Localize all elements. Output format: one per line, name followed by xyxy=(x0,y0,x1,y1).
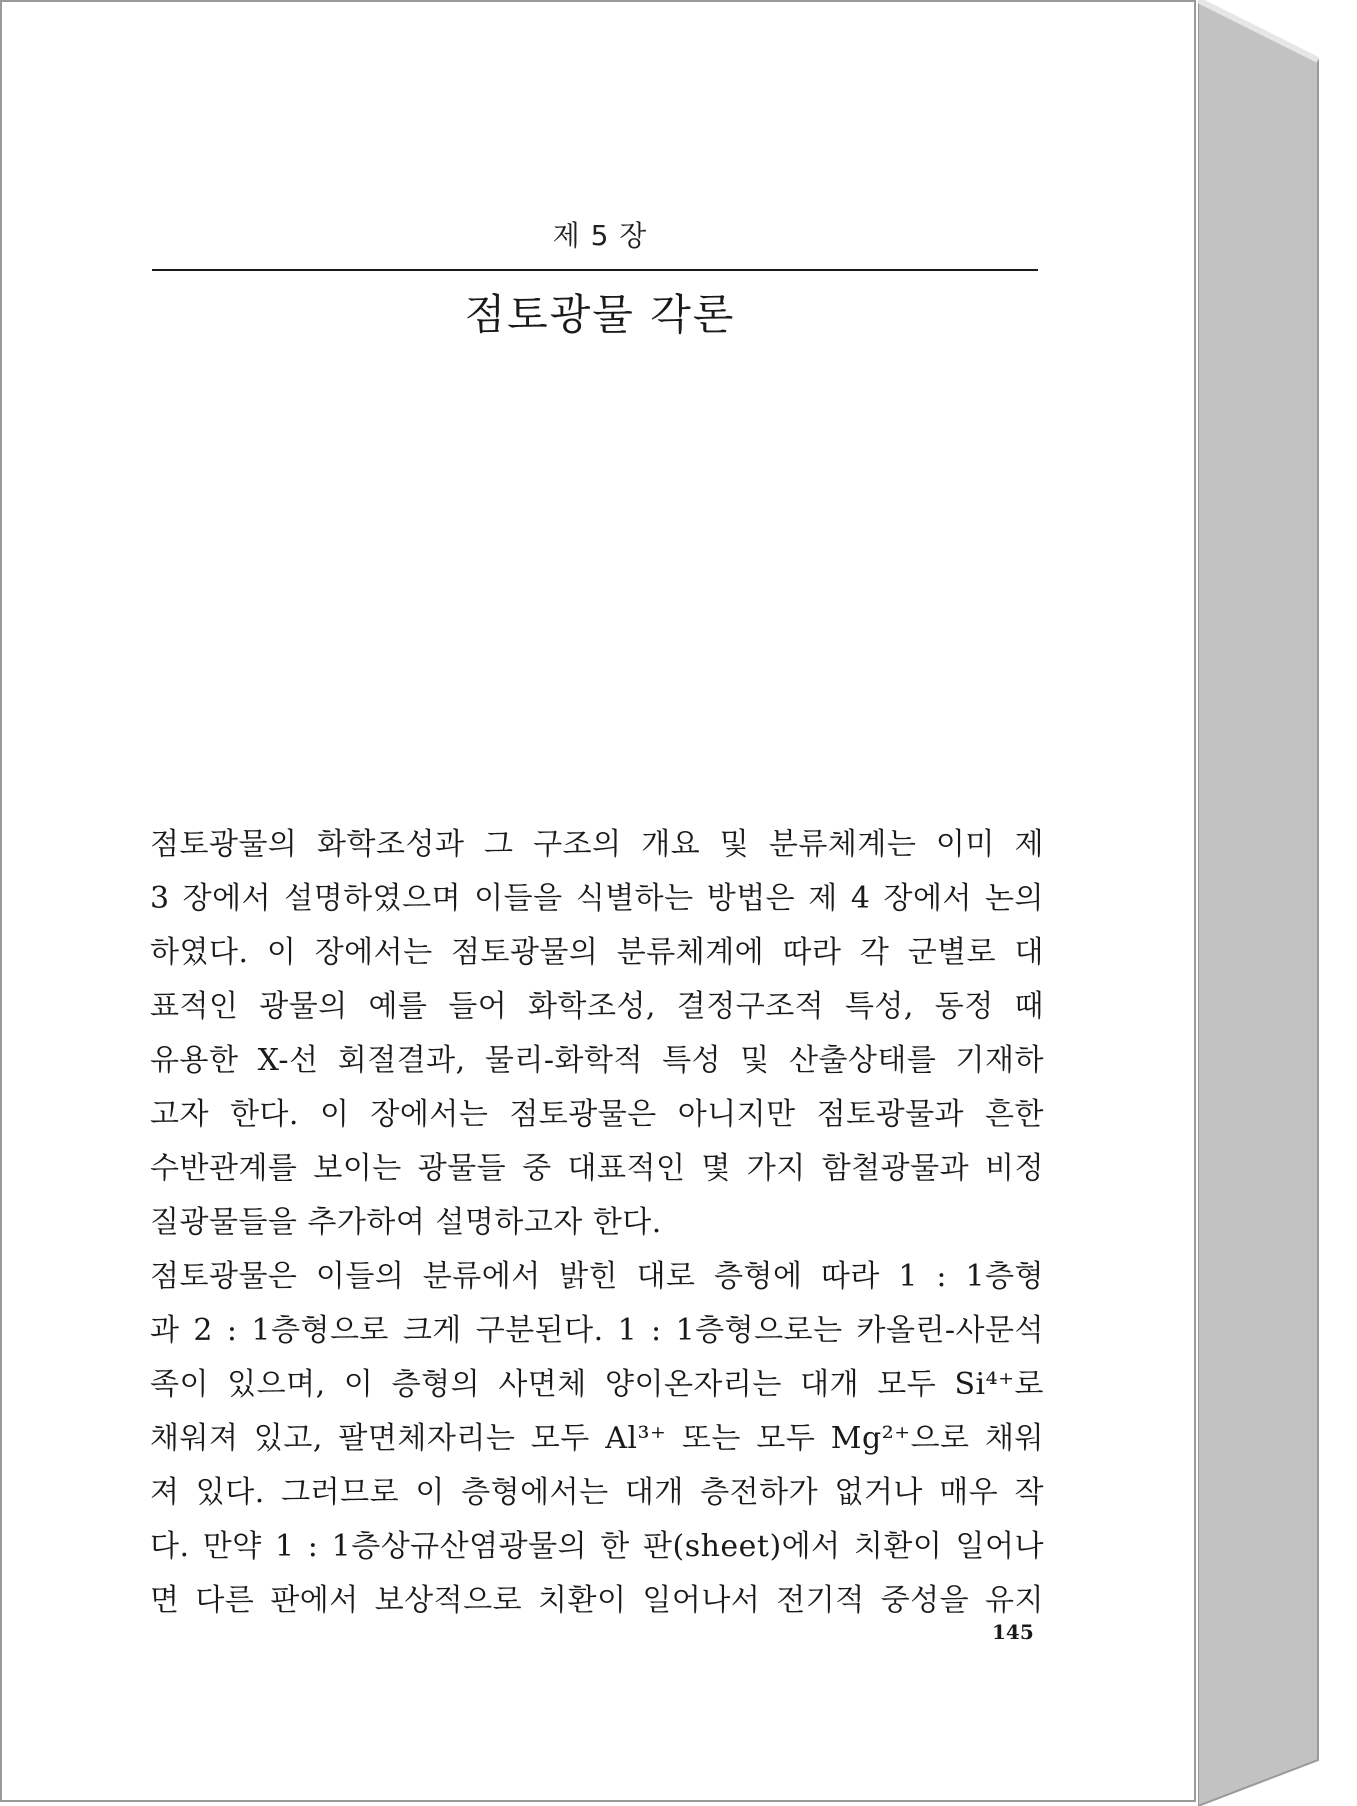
text-line: 수반관계를 보이는 광물들 중 대표적인 몇 가지 함철광물과 비정 xyxy=(150,1151,1044,1186)
text-line: 하였다. 이 장에서는 점토광물의 분류체계에 따라 각 군별로 대 xyxy=(150,935,1044,970)
chapter-title: 점토광물 각론 xyxy=(464,290,736,339)
text-line: 고자 한다. 이 장에서는 점토광물은 아니지만 점토광물과 흔한 xyxy=(150,1097,1044,1132)
text-line: 점토광물은 이들의 분류에서 밝힌 대로 층형에 따라 1 : 1층형 xyxy=(150,1259,1044,1294)
text-line: 채워져 있고, 팔면체자리는 모두 Al³⁺ 또는 모두 Mg²⁺으로 채워 xyxy=(150,1421,1044,1456)
text-line: 족이 있으며, 이 층형의 사면체 양이온자리는 대개 모두 Si⁴⁺로 xyxy=(150,1367,1044,1402)
page-edge-spine xyxy=(1198,0,1322,1806)
text-line: 다. 만약 1 : 1층상규산염광물의 한 판(sheet)에서 치환이 일어나 xyxy=(150,1529,1044,1564)
body-text xyxy=(150,818,1044,1628)
text-line: 점토광물의 화학조성과 그 구조의 개요 및 분류체계는 이미 제 xyxy=(150,827,1044,862)
page-number: 145 xyxy=(992,1620,1034,1644)
text-line: 3 장에서 설명하였으며 이들을 식별하는 방법은 제 4 장에서 논의 xyxy=(150,881,1044,916)
text-line: 질광물들을 추가하여 설명하고자 한다. xyxy=(150,1205,662,1240)
chapter-divider xyxy=(152,269,1038,271)
text-line: 표적인 광물의 예를 들어 화학조성, 결정구조적 특성, 동정 때 xyxy=(150,989,1044,1024)
text-line: 면 다른 판에서 보상적으로 치환이 일어나서 전기적 중성을 유지 xyxy=(150,1583,1044,1618)
text-line: 과 2 : 1층형으로 크게 구분된다. 1 : 1층형으로는 카올린-사문석 xyxy=(150,1313,1044,1348)
text-line: 유용한 X-선 회절결과, 물리-화학적 특성 및 산출상태를 기재하 xyxy=(150,1043,1044,1078)
chapter-number: 제 5 장 xyxy=(552,219,648,252)
text-line: 져 있다. 그러므로 이 층형에서는 대개 층전하가 없거나 매우 작 xyxy=(150,1475,1044,1510)
